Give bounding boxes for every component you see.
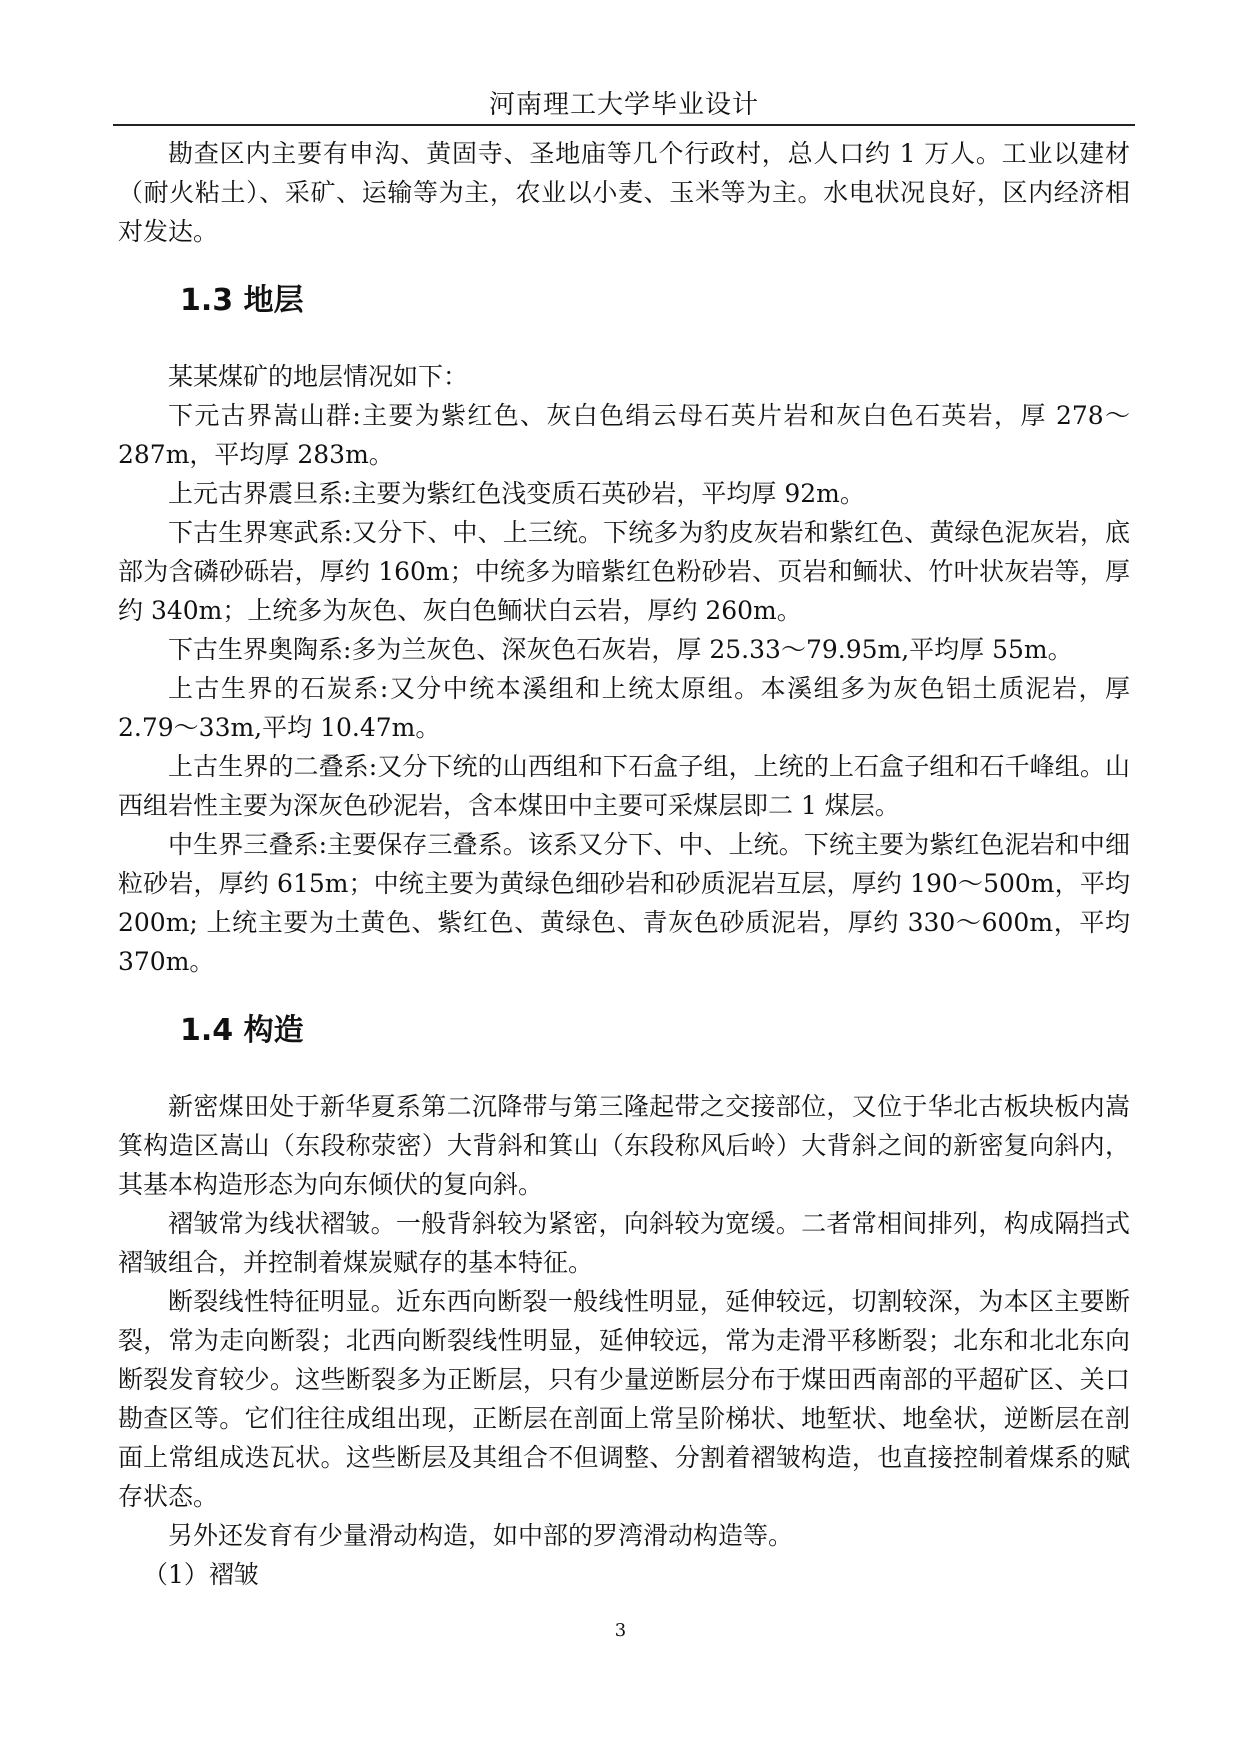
intro-paragraph: 勘查区内主要有申沟、黄固寺、圣地庙等几个行政村，总人口约 1 万人。工业以建材（耐火粘土）、采矿、运输等为主，农业以小麦、玉米等为主。水电状况良好，区内经济相对发达。	[118, 139, 1130, 246]
strata-paragraph-triassic: 中生界三叠系:主要保存三叠系。该系又分下、中、上统。下统主要为紫红色泥岩和中细粒砂岩，厚约 615m；中统主要为黄绿色细砂岩和砂质泥岩互层，厚约 190～500m，平均200m; 上统主要为土黄色、紫红色、黄绿色、青灰色砂质泥岩，厚约 330～600m，平均 370m。	[118, 830, 1130, 976]
strata-paragraph-cambrian: 下古生界寒武系:又分下、中、上三统。下统多为豹皮灰岩和紫红色、黄绿色泥灰岩，底部为含磷砂砾岩，厚约 160m；中统多为暗紫红色粉砂岩、页岩和鲕状、竹叶状灰岩等，厚约 340m；上统多为灰色、灰白色鲕状白云岩，厚约 260m。	[118, 518, 1130, 625]
strata-paragraph-permian: 上古生界的二叠系:又分下统的山西组和下石盒子组，上统的上石盒子组和石千峰组。山西组岩性主要为深灰色砂泥岩，含本煤田中主要可采煤层即二 1 煤层。	[118, 752, 1130, 820]
strata-paragraph-songshan: 下元古界嵩山群:主要为紫红色、灰白色绢云母石英片岩和灰白色石英岩，厚 278～287m，平均厚 283m。	[118, 401, 1130, 469]
page-header: 河南理工大学毕业设计	[488, 90, 759, 120]
structure-paragraph-faults: 断裂线性特征明显。近东西向断裂一般线性明显，延伸较远，切割较深，为本区主要断裂，常为走向断裂；北西向断裂线性明显，延伸较远，常为走滑平移断裂；北东和北北东向断裂发育较少。这些断裂多为正断层，只有少量逆断层分布于煤田西南部的平超矿区、关口勘查区等。它们往往成组出现，正断层在剖面上常呈阶梯状、地堑状、地垒状，逆断层在剖面上常组成迭瓦状。这些断层及其组合不但调整、分割着褶皱构造，也直接控制着煤系的赋存状态。	[118, 1287, 1130, 1511]
section-heading-1-4: 1.4 构造	[180, 1013, 304, 1048]
structure-paragraph-overview: 新密煤田处于新华夏系第二沉降带与第三隆起带之交接部位，又位于华北古板块板内嵩箕构造区嵩山（东段称荥密）大背斜和箕山（东段称风后岭）大背斜之间的新密复向斜内，其基本构造形态为向东倾伏的复向斜。	[118, 1092, 1130, 1199]
section-heading-1-3: 1.3 地层	[180, 283, 304, 318]
structure-paragraph-folds: 褶皱常为线状褶皱。一般背斜较为紧密，向斜较为宽缓。二者常相间排列，构成隔挡式褶皱组合，并控制着煤炭赋存的基本特征。	[118, 1209, 1130, 1277]
header-rule	[113, 124, 1135, 126]
page-number: 3	[614, 1620, 627, 1641]
document-body	[118, 134, 1130, 1594]
strata-paragraph-carboniferous: 上古生界的石炭系:又分中统本溪组和上统太原组。本溪组多为灰色铝土质泥岩，厚2.79～33m,平均 10.47m。	[118, 674, 1130, 742]
strata-paragraph-sinian: 上元古界震旦系:主要为紫红色浅变质石英砂岩，平均厚 92m。	[168, 479, 865, 508]
strata-paragraph-ordovician: 下古生界奥陶系:多为兰灰色、深灰色石灰岩，厚 25.33～79.95m,平均厚 55m。	[168, 635, 1073, 664]
strata-intro-paragraph: 某某煤矿的地层情况如下：	[168, 362, 469, 391]
subheading-folds: （1）褶皱	[143, 1560, 259, 1589]
structure-paragraph-sliding: 另外还发育有少量滑动构造，如中部的罗湾滑动构造等。	[168, 1521, 794, 1550]
